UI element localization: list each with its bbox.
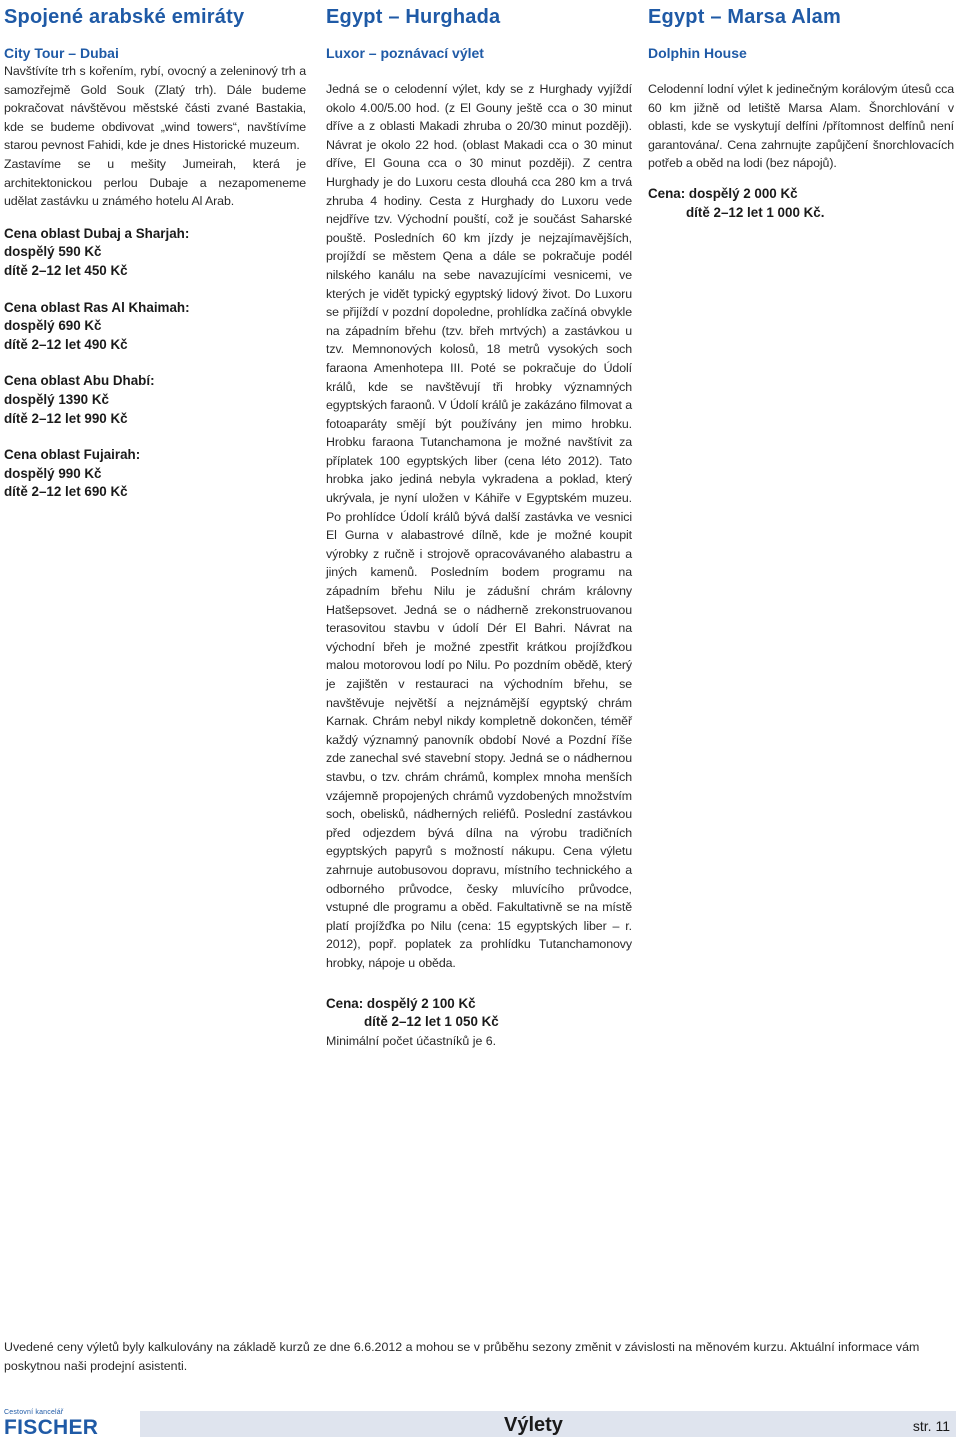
price-adult: Cena: dospělý 2 100 Kč [326, 995, 476, 1011]
price-child: dítě 2–12 let 490 Kč [4, 336, 128, 352]
fischer-logo [4, 1409, 136, 1439]
price-child: dítě 2–12 let 1 050 Kč [364, 1014, 499, 1030]
price-heading: Cena oblast Dubaj a Sharjah: [4, 225, 190, 241]
region-title-uae: Spojené arabské emiráty [4, 6, 245, 28]
page-number: str. 11 [912, 1418, 950, 1434]
price-adult: dospělý 1390 Kč [4, 391, 109, 407]
trip-title-luxor: Luxor – poznávací výlet [326, 45, 484, 61]
price-adult: dospělý 590 Kč [4, 244, 102, 260]
price-heading: Cena oblast Fujairah: [4, 447, 141, 463]
price-block [4, 225, 306, 281]
trip-description: Jedná se o celodenní výlet, kdy se z Hurghady vyjíždí okolo 4.00/5.00 hod. (z El Gouny ještě cca o 30 minut dříve a z oblasti Makadi zhruba o 20/30 minut později). Návrat je okolo 22 hod. (oblast Makadi cca o 30 minut dříve, El Gouna cca o 30 minut později). Z centra Hurghady je do Luxoru cesta dlouhá cca 280 km a trvá zhruba 4 hodiny. Cesta z Hurghady do Luxoru vede nejdříve tzv. Východní pouští, což je součást Saharské pouště. Posledních 60 km jízdy je nejzajímavějších, projíždí se městem Qena a dále se pokračuje podél nilského kanálu na sebe navazujícími vesnicemi, ve kterých je vidět typický egyptský lidový život. Do Luxoru se přijíždí v pozdní dopoledne, prohlídka začíná obvykle na západním břehu (tzv. břeh mrtvých) a zastávkou u tzv. Memnonových kolosů, 18 metrů vysokých soch faraona Amenhotepa III. Poté se pokračuje do Údolí králů, kde se navštěvují tři hrobky významných egyptských faraonů. V Údolí králů je zakázáno filmovat a fotoaparáty smějí být používány jen mimo hrobku. Hrobku faraona Tutanchamona je možné navštívit za příplatek 100 egyptských liber (cena léto 2012). Tato hrobka jako jediná nebyla vykradena a poklad, který ukrývala, je nyní uložen v Káhiře v Egyptském muzeu. Po prohlídce Údolí králů bývá další zastávka ve vesnici El Gurna v alabastrové dílně, kde je možné koupit výrobky z ručně i strojově opracovávaného alabastru a jiných kamenů. Posledním bodem programu na západním břehu Nilu je zádušní chrám královny Hatšepsovet. Jedná se o nádherně zrekonstruovanou terasovitou stavbu v údolí Dér El Bahri. Návrat na východní břeh je možné zpestřit krátkou projížďkou malou motorovou lodí po Nilu. Po pozdním obědě, který je zajištěn v restauraci na východním břehu, se navštěvuje největší a nejznámější egyptský chrám Karnak. Chrám nebyl nikdy kompletně dokončen, téměř každý významný panovník období Nové a Pozdní říše zde zanechal své stavební stopy. Jedná se o nádhernou stavbu, o tzv. chrám chrámů, komplex mnoha menších vzájemně propojených chrámů vyzdobených množstvím soch, obelisků, nádherných reliéfů. Poslední zastávkou před odjezdem bývá dílna na výrobu tradičních egyptských papyrů s možností nákupu. Cena výletu zahrnuje autobusovou dopravu, místního technického a odborného průvodce, česky mluvícího průvodce, vstupné dle programu a oběd. Fakultativně se na místě platí projížďka po Nilu (cena: 15 egyptských liber – r. 2012), popř. poplatek za prohlídku Tutanchamonovy hrobky, nápoje u oběda. [326, 82, 632, 970]
price-adult: dospělý 990 Kč [4, 465, 102, 481]
price-block [648, 185, 954, 222]
price-adult: dospělý 690 Kč [4, 318, 102, 334]
minimum-participants-note: Minimální počet účastníků je 6. [326, 1033, 497, 1048]
price-footnote: Uvedené ceny výletů byly kalkulovány na základě kurzů ze dne 6.6.2012 a mohou se v průběhu sezony změnit v závislosti na měnovém kurzu. Aktuální informace vám poskytnou naši prodejní asistenti. [4, 1340, 920, 1373]
price-child: dítě 2–12 let 1 000 Kč. [686, 204, 825, 220]
region-title-hurghada: Egypt – Hurghada [326, 6, 501, 28]
price-heading: Cena oblast Abu Dhabí: [4, 373, 155, 389]
logo-subtitle: Cestovní kancelář [4, 1409, 64, 1416]
section-name: Výlety [504, 1414, 563, 1436]
column-uae [4, 0, 306, 502]
trip-description: Zastavíme se u mešity Jumeirah, která je architektonickou perlou Dubaje a nezapomeneme udělat zastávku u známého hotelu Al Arab. [4, 156, 306, 209]
region-title-marsa-alam: Egypt – Marsa Alam [648, 6, 841, 28]
trip-description: Navštívíte trh s kořením, rybí, ovocný a zeleninový trh a samozřejmě Gold Souk (Zlatý trh). Dále budeme pokračovat návštěvou městské části zvané Bastakia, kde se budeme obdivovat „wind towers“, navštívíme starou pevnost Fahidi, kde je dnes Historické muzeum. [4, 64, 306, 153]
column-marsa-alam [648, 0, 954, 222]
page-footer [0, 1405, 960, 1440]
price-block [4, 446, 306, 502]
trip-description: Celodenní lodní výlet k jedinečným korálovým útesů cca 60 km jižně od letiště Marsa Alam. Šnorchlování v oblasti, kde se vyskytují delfíni /přítomnost delfínů není garantována/. Cena zahrnujte zapůjčení šnorchlovacích potřeb a oběd na lodi (bez nápojů). [648, 82, 954, 171]
logo-wordmark: FISCHER [4, 1416, 99, 1439]
price-block [4, 299, 306, 355]
trip-title-dolphin-house: Dolphin House [648, 45, 747, 61]
column-hurghada [326, 0, 632, 1050]
price-heading: Cena oblast Ras Al Khaimah: [4, 299, 190, 315]
price-child: dítě 2–12 let 690 Kč [4, 484, 128, 500]
price-block [4, 372, 306, 428]
price-child: dítě 2–12 let 450 Kč [4, 262, 128, 278]
price-child: dítě 2–12 let 990 Kč [4, 410, 128, 426]
trip-title-city-tour-dubai: City Tour – Dubai [4, 45, 119, 61]
price-adult: Cena: dospělý 2 000 Kč [648, 185, 798, 201]
price-block [326, 995, 632, 1051]
